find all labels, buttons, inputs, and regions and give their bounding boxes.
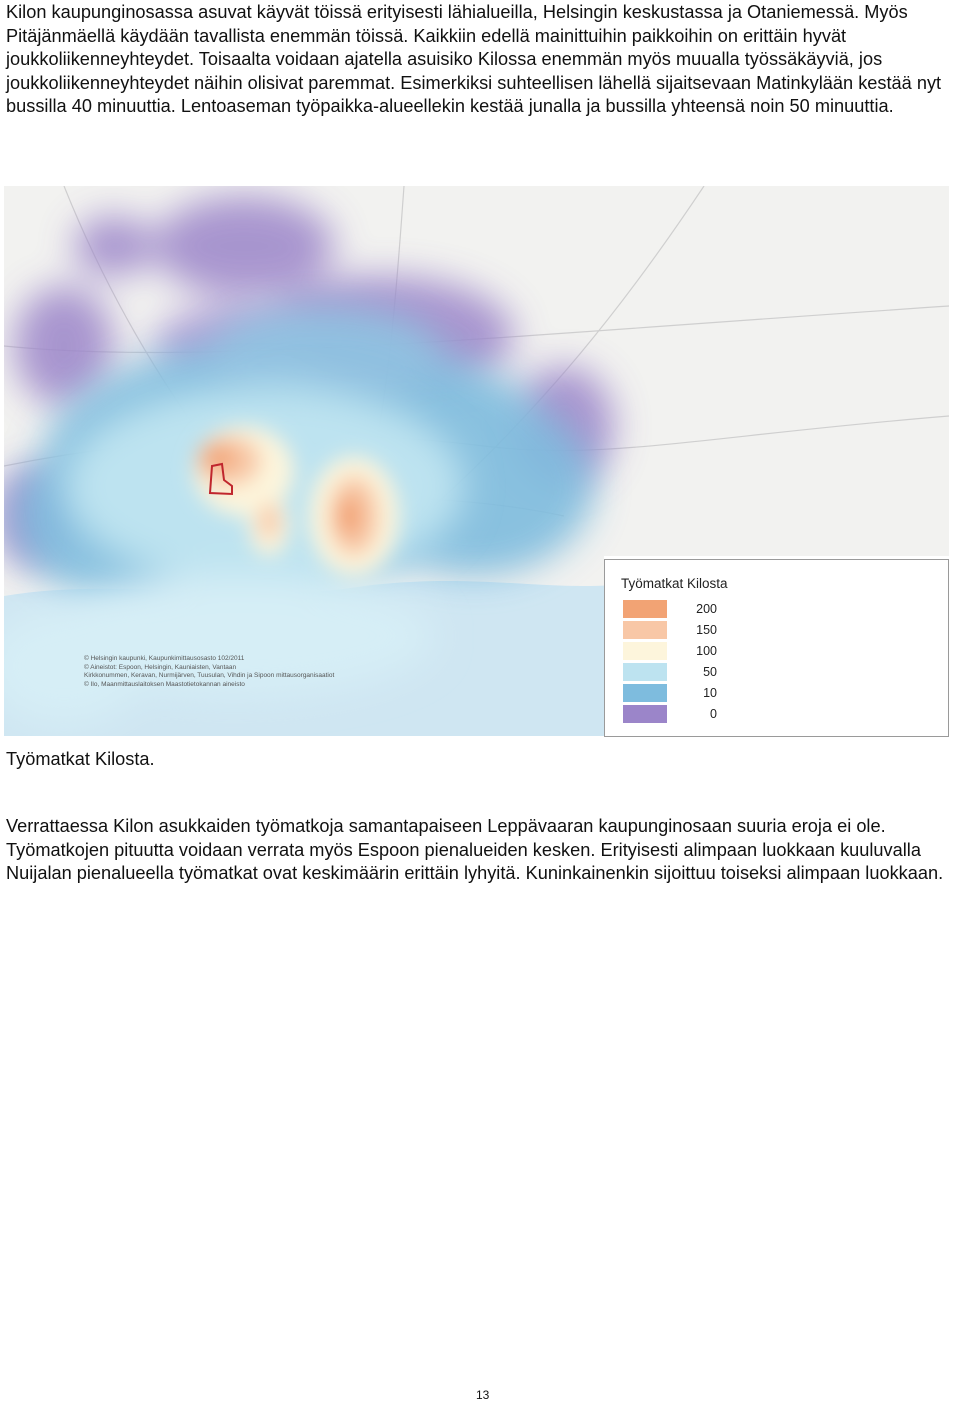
legend-label: 10: [703, 686, 717, 700]
legend-swatch: [623, 600, 667, 618]
comparison-paragraph: Verrattaessa Kilon asukkaiden työmatkoja samantapaiseen Leppävaaran kaupunginosaan suuria eroja ei ole. Työmatkojen pituutta voidaan verrata myös Espoon pienalueiden kesken. Erityisesti alimpaan luokkaan kuuluvalla Nuijalan pienalueella työmatkat ovat keskimäärin erittäin lyhyitä. Kuninkainenkin sijoittuu toiseksi alimpaan luokkaan.: [6, 816, 944, 884]
page-number: 13: [476, 1388, 490, 1402]
legend-label: 0: [710, 707, 717, 721]
intro-paragraph: Kilon kaupunginosassa asuvat käyvät töissä erityisesti lähialueilla, Helsingin keskustassa ja Otaniemessä. Myös Pitäjänmäellä käydään tavallista enemmän töissä. Kaikkiin edellä mainittuihin paikkoihin on erittäin hyvät joukkoliikenneyhteydet. Toisaalta voidaan ajatella asuisiko Kilossa enemmän myös muualla työssäkäyviä, jos joukkoliikenneyhteydet näihin olisivat paremmat. Esimerkiksi suhteellisen lähellä sijaitsevaan Matinkylään kestää nyt bussilla 40 minuuttia. Lentoaseman työpaikka-alueellekin kestää junalla ja bussilla yhteensä noin 50 minuuttia.: [6, 2, 942, 117]
legend-item: [623, 663, 923, 683]
map-credit-line: Kirkkonummen, Keravan, Nurmijärven, Tuusulan, Vihdin ja Sipoon mittausorganisaatiot: [84, 672, 335, 680]
legend-label: 200: [696, 602, 717, 616]
map-credit-line: © Ilo, Maanmittauslaitoksen Maastotietokannan aineisto: [84, 680, 245, 688]
figure-caption: Työmatkat Kilosta.: [6, 749, 155, 769]
legend-item: [623, 642, 923, 662]
legend-label: 50: [703, 665, 717, 679]
legend-swatch: [623, 684, 667, 702]
legend-item: [623, 705, 923, 725]
legend-swatch: [623, 663, 667, 681]
legend-item: [623, 684, 923, 704]
map-credit-line: © Aineistot: Espoon, Helsingin, Kauniaisten, Vantaan: [84, 663, 237, 671]
map-legend: [604, 559, 949, 737]
legend-title: Työmatkat Kilosta: [621, 576, 728, 591]
legend-label: 150: [696, 623, 717, 637]
map-credit-line: © Helsingin kaupunki, Kaupunkimittausosasto 102/2011: [84, 655, 245, 662]
legend-swatch: [623, 642, 667, 660]
commute-heatmap: [4, 186, 949, 736]
legend-label: 100: [696, 644, 717, 658]
legend-swatch: [623, 705, 667, 723]
legend-item: [623, 621, 923, 641]
legend-item: [623, 600, 923, 620]
legend-swatch: [623, 621, 667, 639]
map-credits: [84, 655, 334, 689]
